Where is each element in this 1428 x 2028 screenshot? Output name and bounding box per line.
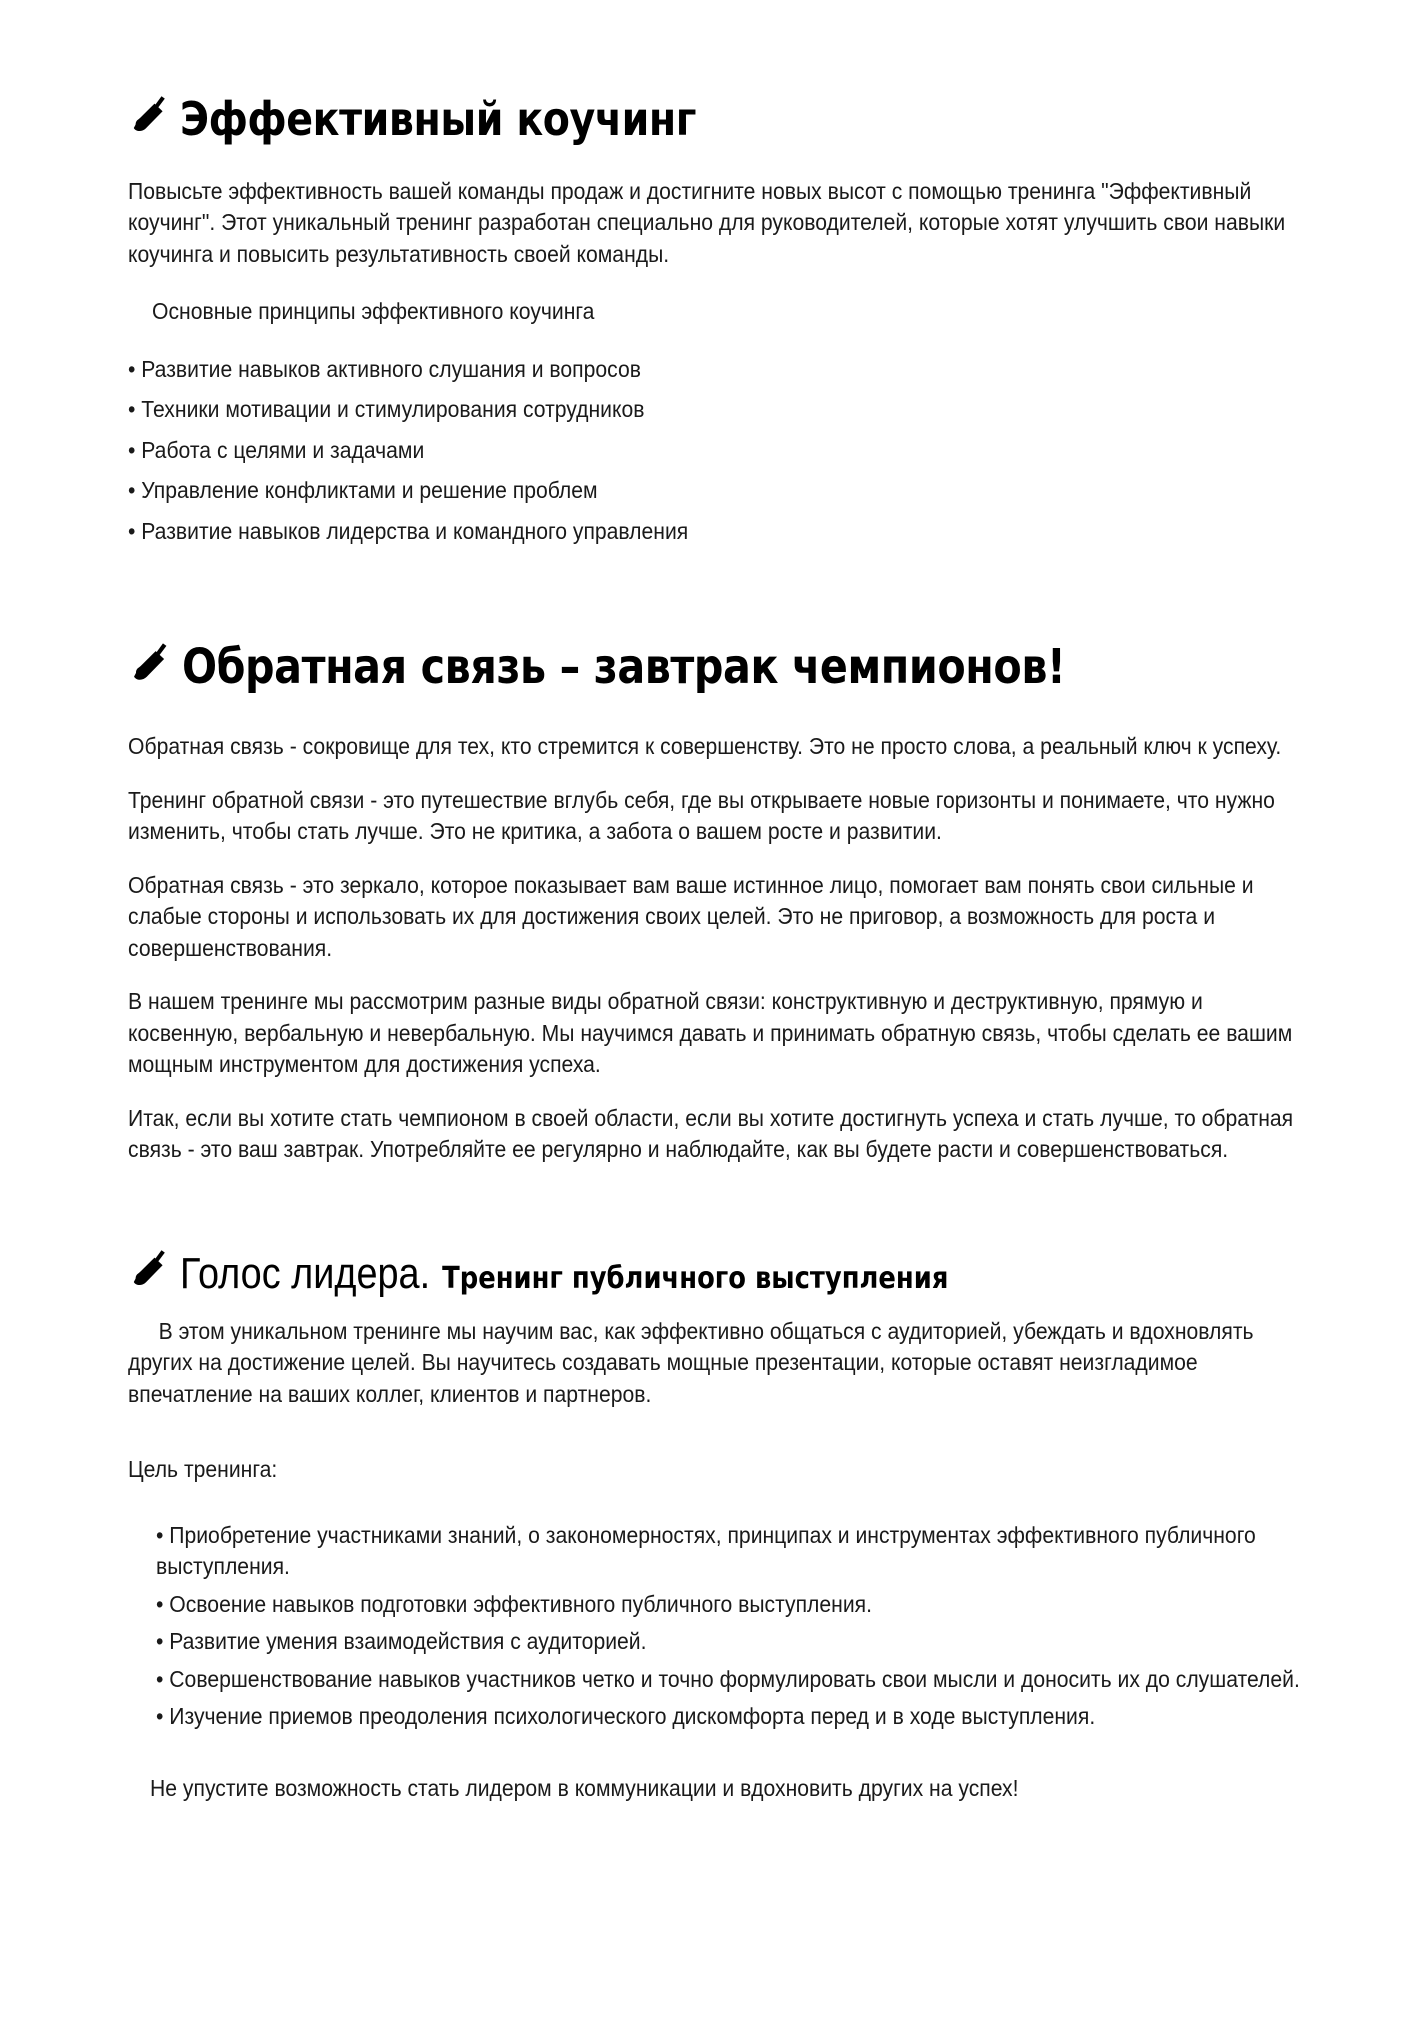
goal-label: Цель тренинга: [128,1456,278,1483]
section-heading-effective-coaching [128,92,1308,146]
section-heading-feedback [128,639,1308,696]
paintbrush-icon [128,1246,174,1292]
paragraph: Обратная связь - это зеркало, которое показывает вам ваше истинное лицо, помогает вам понять свои сильные и слабые стороны и использовать их для достижения своих целей. Это не приговор, а возможность для роста и совершенствования. [128,871,1254,961]
section-subtitle: Тренинг публичного выступления [442,1260,949,1296]
principles-bullet-list [128,354,1308,547]
list-item: • Совершенствование навыков участников четко и точно формулировать свои мысли и доносить их до слушателей. [156,1665,1300,1692]
section-leader-voice [128,1250,1308,1804]
list-item: • Освоение навыков подготовки эффективного публичного выступления. [156,1590,872,1617]
list-item: • Техники мотивации и стимулирования сотрудников [128,396,645,423]
goal-bullet-list [156,1520,1308,1733]
section-feedback-breakfast [128,639,1308,1165]
paintbrush-icon [128,639,176,687]
paintbrush-icon [128,92,174,138]
list-item: • Развитие умения взаимодействия с аудиторией. [156,1628,647,1655]
list-item: • Приобретение участниками знаний, о закономерностях, принципах и инструментах эффективного публичного выступления. [156,1521,1256,1580]
paragraph: Итак, если вы хотите стать чемпионом в своей области, если вы хотите достигнуть успеха и стать лучше, то обратная связь - это ваш завтрак. Употребляйте ее регулярно и наблюдайте, как вы будете расти и совершенствоваться. [128,1104,1294,1163]
list-item: • Развитие навыков активного слушания и вопросов [128,355,641,382]
paragraph: В нашем тренинге мы рассмотрим разные виды обратной связи: конструктивную и деструктивную, прямую и косвенную, вербальную и невербальную. Мы научимся давать и принимать обратную связь, чтобы сделать ее вашим мощным инструментом для достижения успеха. [128,988,1293,1078]
list-item: • Управление конфликтами и решение проблем [128,477,598,504]
paragraph: Тренинг обратной связи - это путешествие вглубь себя, где вы открываете новые горизонты и понимаете, что нужно изменить, чтобы стать лучше. Это не критика, а забота о вашем росте и развитии. [128,786,1275,845]
feedback-body [128,731,1308,1165]
section-effective-coaching [128,92,1308,547]
intro-paragraph: Повысьте эффективность вашей команды продаж и достигните новых высот с помощью тренинга "Эффективный коучинг". Этот уникальный тренинг разработан специально для руководителей, которые хотят улучшить свои навыки коучинга и повысить результативность своей команды. [128,178,1286,267]
principles-subheading: Основные принципы эффективного коучинга [152,298,595,325]
intro-paragraph: В этом уникальном тренинге мы научим вас, как эффективно общаться с аудиторией, убеждать и вдохновлять других на достижение целей. Вы научитесь создавать мощные презентации, которые оставят неизгладимое впечатление на ваших коллег, клиентов и партнеров. [128,1317,1254,1407]
closing-statement: Не упустите возможность стать лидером в коммуникации и вдохновить других на успех! [150,1774,1019,1801]
paragraph: Обратная связь - сокровище для тех, кто стремится к совершенству. Это не просто слова, а реальный ключ к успеху. [128,733,1282,760]
section-heading-leader-voice [128,1250,1308,1296]
section-title: Голос лидера. [180,1248,431,1298]
list-item: • Работа с целями и задачами [128,436,425,463]
section-title: Эффективный коучинг [180,92,697,146]
section-title: Обратная связь – завтрак чемпионов! [182,639,1066,696]
list-item: • Развитие навыков лидерства и командного управления [128,517,689,544]
list-item: • Изучение приемов преодоления психологического дискомфорта перед и в ходе выступления. [156,1703,1096,1730]
